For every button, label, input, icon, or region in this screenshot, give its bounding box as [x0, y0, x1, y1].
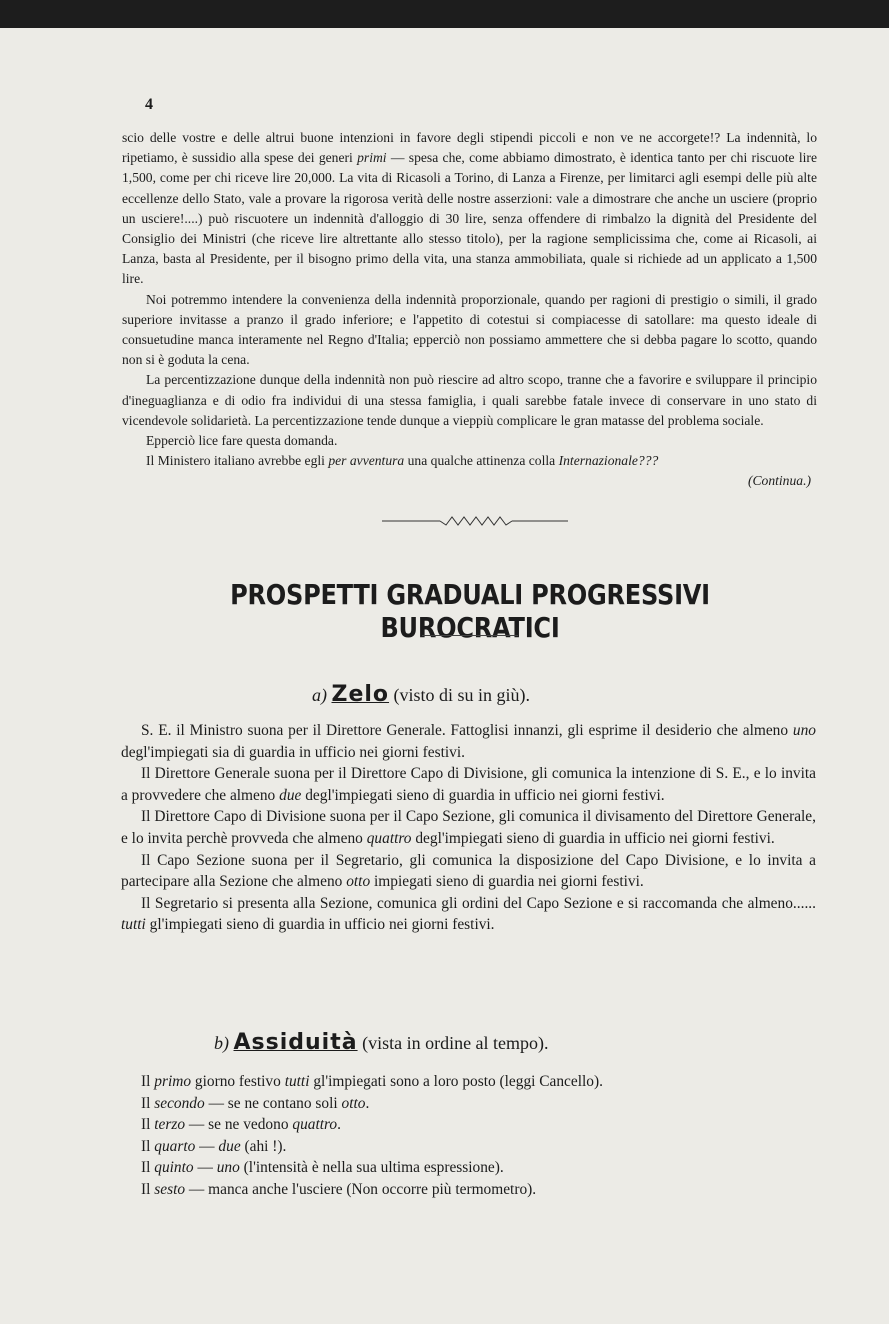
zelo-paragraph: [121, 850, 816, 893]
continua-note: [122, 471, 811, 491]
line1-italic-a: primo: [154, 1073, 192, 1090]
zelo-p3-b: degl'impiegati sieno di guardia in ufficio nei giorni festivi.: [415, 829, 775, 847]
assiduita-line: [121, 1179, 816, 1201]
line6-a: Il: [141, 1180, 151, 1198]
line2-b: — se ne contano soli: [208, 1094, 338, 1112]
line2-italic-a: secondo: [154, 1094, 205, 1112]
zelo-word: Zelo: [331, 682, 390, 707]
assiduita-note: (vista in ordine al tempo).: [362, 1033, 549, 1053]
zelo-p5-italic: tutti: [121, 916, 146, 934]
section-title: PROSPETTI GRADUALI PROGRESSIVI BUROCRATICI: [230, 578, 710, 644]
line6-b: — manca anche l'usciere (Non occorre più termometro).: [188, 1180, 537, 1198]
zelo-paragraph: [121, 720, 816, 763]
title-divider: [422, 635, 518, 636]
line5-a: Il: [141, 1159, 151, 1177]
assiduita-line: [121, 1093, 816, 1115]
zelo-p3-italic: quattro: [366, 829, 412, 847]
paragraph-percentizzazione: La percentizzazione dunque della indennità non può riescire ad altro scopo, tranne che a favorire e sviluppare il principio d'ineguaglianza e di odio fra individui di una stessa famiglia, i quali sarebbe fatale invece di conservare in uno stato di vicendevole solidarietà. La percentizzazione tende dunque a vieppiù complicare le gran matasse del problema sociale.: [122, 372, 817, 428]
assiduita-line: [121, 1157, 816, 1179]
intro-italic: primi: [357, 150, 387, 166]
line3-a: Il: [141, 1116, 151, 1134]
ministero-text-a: Il Ministero italiano avrebbe egli: [146, 453, 325, 469]
zelo-p4-a: Il Capo Sezione suona per il Segretario, gli comunica la disposizione del Capo Divisione, e lo invita a partecipare alla Sezione che almeno: [121, 851, 816, 891]
line2-c: .: [365, 1094, 370, 1112]
assiduita-line: [121, 1136, 816, 1158]
zelo-p2-italic: due: [279, 786, 302, 804]
intro-text-b: — spesa che, come abbiamo dimostrato, è identica tanto per chi riscuote lire 1,500, come per chi riceve lire 20,000. La vita di Ricasoli a Torino, di Lanza a Firenze, per limitarci agli esempi delle più alte eccellenze dello Stato, vale a provare la rigorosa verità delle nostre asserzioni: vale a dimostrare che anche un usciere (proprio un usciere!....) può riscuotere un indennità d'alloggio di 30 lire, senza offendere di rimbalzo la dignità del Presidente del Consiglio dei Ministri (che riceve lire altrettante allo stesso titolo), per la ragione semplicissima che, come ai Ricasoli, ai Lanza, basta al Presidente, per il bisogno primo della vita, una stanza ammobiliata, quale si richiede ad un applicato a 1,500 lire.: [122, 150, 817, 287]
assiduita-letter: b): [214, 1033, 229, 1053]
line4-a: Il: [141, 1137, 151, 1155]
line4-c: (ahi !).: [244, 1137, 287, 1155]
page-number: 4: [145, 96, 153, 113]
line1-a: Il: [141, 1073, 151, 1090]
line5-italic-b: uno: [216, 1159, 240, 1177]
zelo-paragraph: [121, 893, 816, 936]
zelo-p1-italic: uno: [792, 722, 816, 739]
line6-italic-a: sesto: [154, 1180, 186, 1198]
zelo-p1-a: S. E. il Ministro suona per il Direttore Generale. Fattoglisi innanzi, gli esprime il desiderio che almeno: [141, 722, 789, 739]
line5-c: (l'intensità è nella sua ultima espressione).: [243, 1159, 504, 1177]
ornamental-rule: [382, 514, 568, 528]
zelo-heading: [312, 682, 530, 707]
line1-italic-b: tutti: [284, 1073, 310, 1090]
ministero-text-b: una qualche attinenza colla: [407, 453, 556, 469]
paragraph-epperci: Epperciò lice fare questa domanda.: [146, 433, 338, 449]
line1-c: gl'impiegati sono a loro posto (leggi Cancello).: [313, 1073, 603, 1090]
zelo-paragraph: [121, 806, 816, 849]
assiduita-heading: [214, 1030, 549, 1055]
zelo-p4-b: impiegati sieno di guardia nei giorni festivi.: [374, 873, 644, 891]
line3-italic-b: quattro: [292, 1116, 338, 1134]
line4-b: —: [199, 1137, 215, 1155]
zelo-p3-a: Il Direttore Capo di Divisione suona per il Capo Sezione, gli comunica il divisamento del Direttore Generale, e lo invita perchè provveda che almeno: [121, 808, 816, 847]
line1-b: giorno festivo: [194, 1073, 281, 1090]
line4-italic-a: quarto: [154, 1137, 196, 1155]
paragraph-noi: Noi potremmo intendere la convenienza della indennità proporzionale, quando per ragioni di prestigio o simili, il grado superiore invitasse a pranzo il grado inferiore; e l'appetito di cotestui si compiacesse di satollare: ma questo ideale di consuetudine manca interamente nel Regno d'Italia; epperciò non possiamo ammettere che si debba pagare lo scotto, quando non si è goduta la cena.: [122, 291, 817, 368]
line3-b: — se ne vedono: [188, 1116, 289, 1134]
zelo-p1-b: degl'impiegati sia di guardia in ufficio nei giorni festivi.: [121, 743, 465, 761]
zelo-p2-a: Il Direttore Generale suona per il Direttore Capo di Divisione, gli comunica la intenzione di S. E., e lo invita a provvedere che almeno: [121, 765, 816, 804]
scan-top-band: [0, 0, 889, 28]
line2-a: Il: [141, 1094, 151, 1112]
line5-b: —: [197, 1159, 213, 1177]
ministero-italic-b: Internazionale???: [558, 453, 659, 469]
assiduita-line: [121, 1071, 816, 1093]
line5-italic-a: quinto: [154, 1159, 194, 1177]
ministero-italic-a: per avventura: [328, 453, 405, 469]
article-continuation: [122, 128, 817, 492]
paragraph-ministero: [122, 451, 817, 471]
zelo-letter: a): [312, 685, 327, 705]
intro-paragraph: [122, 128, 817, 290]
assiduita-word: Assiduità: [233, 1030, 358, 1055]
line4-italic-b: due: [218, 1137, 241, 1155]
assiduita-line: [121, 1114, 816, 1136]
zelo-note: (visto di su in giù).: [393, 685, 531, 705]
zelo-paragraph: [121, 763, 816, 806]
line2-italic-b: otto: [341, 1094, 366, 1112]
zelo-p5-a: Il Segretario si presenta alla Sezione, comunica gli ordini del Capo Sezione e si raccomanda che almeno......: [141, 894, 816, 912]
line3-italic-a: terzo: [154, 1116, 186, 1134]
continua-text: (Continua.): [747, 473, 811, 489]
intro-text-a: scio delle vostre e delle altrui buone intenzioni in favore degli stipendi piccoli e non ve ne accorgete!? La indennità, lo ripetiamo, è sussidio alla spese dei generi: [122, 130, 817, 166]
zelo-p2-b: degl'impiegati sieno di guardia in ufficio nei giorni festivi.: [305, 786, 665, 804]
zelo-p5-b: gl'impiegati sieno di guardia in ufficio nei giorni festivi.: [149, 916, 495, 934]
line3-c: .: [337, 1116, 341, 1134]
assiduita-body: [121, 1071, 816, 1201]
zelo-body: [121, 720, 816, 936]
zelo-p4-italic: otto: [346, 873, 371, 891]
